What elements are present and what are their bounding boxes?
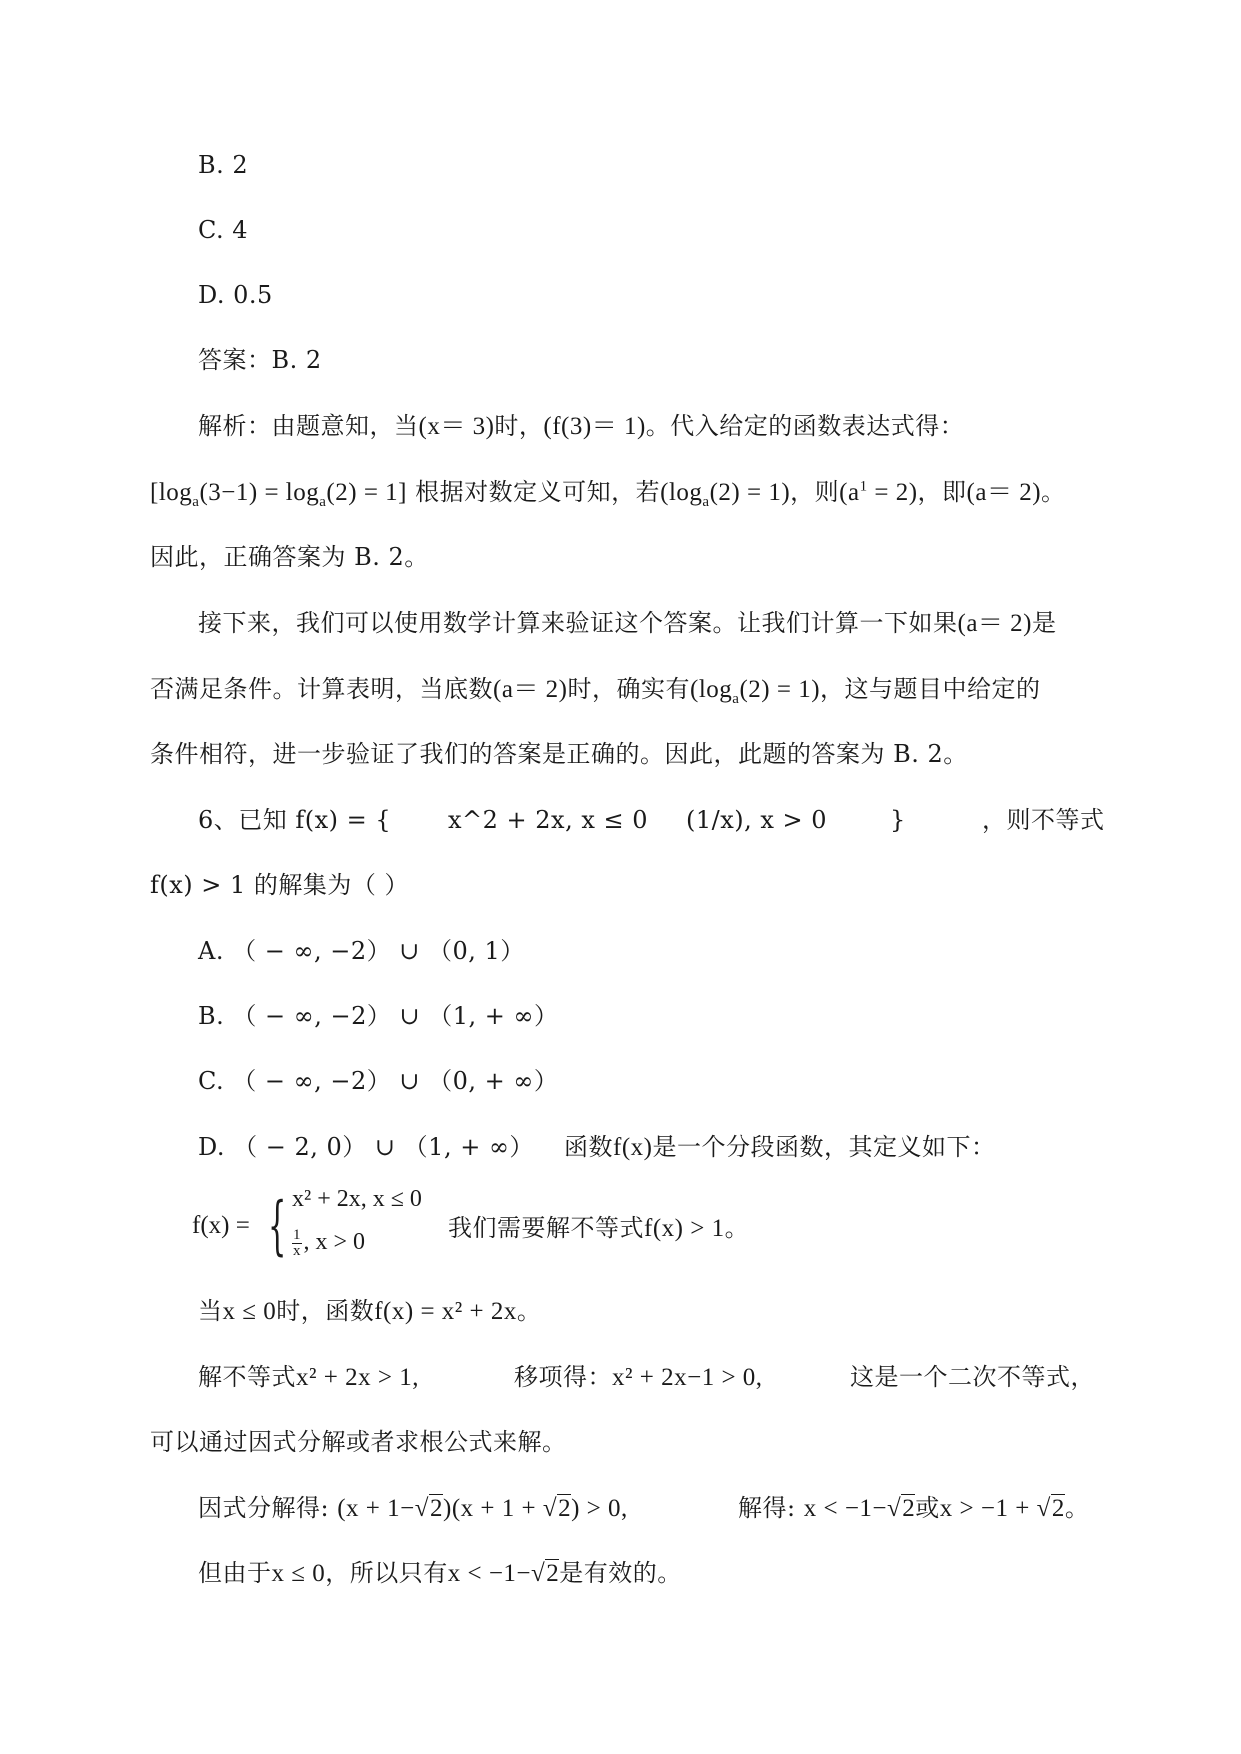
answer-line: 答案：B. 2: [198, 346, 322, 374]
option-b-previous: B. 2: [198, 151, 249, 179]
option-c: C. （ − ∞, −2） ∪ （0, + ∞）: [198, 1067, 559, 1095]
piecewise-case-1: x² + 2x, x ≤ 0: [292, 1186, 422, 1212]
piecewise-definition: [192, 1186, 492, 1272]
option-c-previous: C. 4: [198, 216, 249, 244]
when-line: 当x ≤ 0时，函数f(x) = x² + 2x。: [198, 1297, 542, 1325]
question-6-line-1: 6、已知 f(x) = { x^2 + 2x, x ≤ 0 (1/x), x > 0 } ，则不等式: [198, 806, 1105, 834]
option-a: A. （ − ∞, −2） ∪ （0, 1）: [198, 937, 525, 965]
piecewise-case-2: $\frac{1}{x}$ , x > 0: [293, 1227, 366, 1259]
solve-line-2: 可以通过因式分解或者求根公式来解。: [150, 1428, 567, 1456]
solve-line-1: 解不等式x² + 2x > 1, 移项得：x² + 2x−1 > 0, 这是一个二次不等式，: [198, 1363, 1095, 1391]
option-d: D. （ − 2, 0） ∪ （1, + ∞） 函数f(x)是一个分段函数，其定义如下：: [198, 1133, 996, 1161]
verify-line-2: 否满足条件。计算表明，当底数(a＝ 2)时，确实有$(\log_a(2) = 1)$，这与题目中给定的: [150, 675, 1041, 707]
piecewise-lhs: f(x) =: [192, 1212, 250, 1239]
piecewise-need-text: 我们需要解不等式f(x) > 1。: [448, 1214, 750, 1242]
verify-line-3: 条件相符，进一步验证了我们的答案是正确的。因此，此题的答案为 B. 2。: [150, 740, 968, 768]
verify-line-1: 接下来，我们可以使用数学计算来验证这个答案。让我们计算一下如果(a＝ 2)是: [198, 609, 1057, 637]
question-6-line-2: f(x) > 1 的解集为（ ）: [150, 871, 410, 899]
left-brace: {: [268, 1189, 287, 1263]
option-b: B. （ − ∞, −2） ∪ （1, + ∞）: [198, 1002, 559, 1030]
analysis-line-1: 解析：由题意知，当(x＝ 3)时，(f(3)＝ 1)。代入给定的函数表达式得：: [198, 412, 965, 440]
analysis-line-2: $[\log_a(3-1) = \log_a(2) = 1]$ 根据对数定义可知，若$(\log_a(2) = 1)$，则$(a^1 = 2)$，即(a＝ 2)。: [150, 478, 1066, 510]
log-equation: $[\log_a(3-1) = \log_a(2) = 1]$: [150, 479, 407, 510]
analysis-line-3: 因此，正确答案为 B. 2。: [150, 543, 429, 571]
option-d-previous: D. 0.5: [198, 281, 273, 309]
factor-line: 因式分解得: (x + 1−√2)(x + 1 + √2) > 0, 解得: x < −1−√2或x > −1 + √2。: [198, 1494, 1090, 1522]
but-line: 但由于x ≤ 0，所以只有x < −1−√2是有效的。: [198, 1559, 682, 1587]
